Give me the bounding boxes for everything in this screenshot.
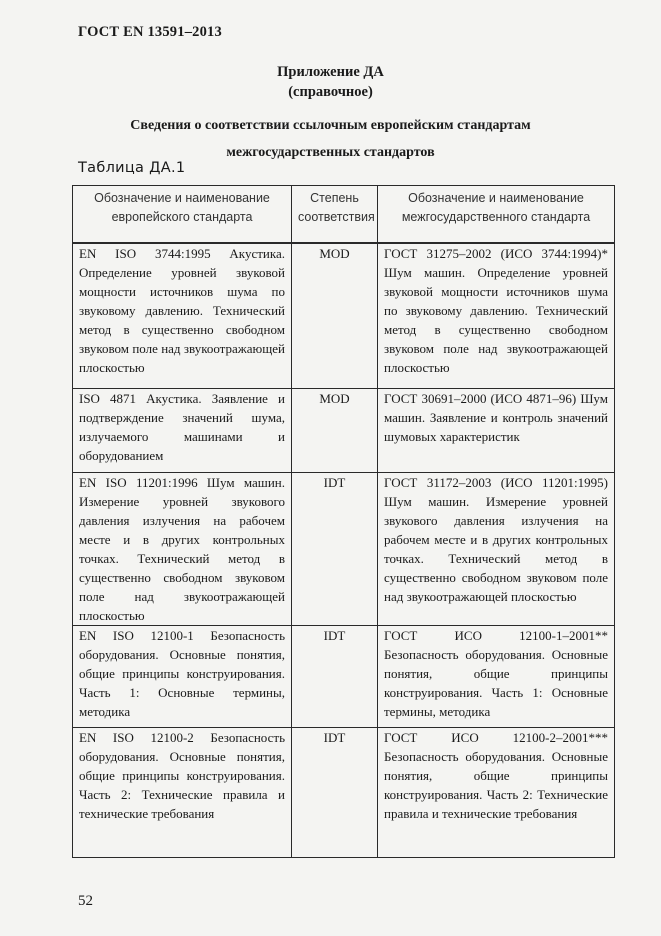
table-label: Таблица ДА.1 — [78, 160, 186, 176]
column-header-interstate: Обозначение и наименование межгосударственного стандарта — [378, 186, 615, 243]
degree-cell: IDT — [292, 473, 378, 626]
document-code-header: ГОСТ EN 13591–2013 — [78, 24, 222, 40]
table-row — [73, 728, 615, 858]
annex-subtitle: (справочное) — [288, 84, 373, 100]
european-standard-cell: EN ISO 12100-2 Безопасность оборудования. Основные понятия, общие принципы конструирования. Часть 2: Технические правила и технические требования — [73, 728, 292, 858]
table-row — [73, 243, 615, 389]
table-row — [73, 626, 615, 728]
info-title-line-2: межгосударственных стандартов — [226, 145, 435, 160]
degree-cell: IDT — [292, 626, 378, 728]
correspondence-table — [72, 185, 615, 858]
interstate-standard-cell: ГОСТ ИСО 12100-1–2001** Безопасность оборудования. Основные понятия, общие принципы конструирования. Часть 1: Основные термины, методика — [378, 626, 615, 728]
european-standard-cell: ISO 4871 Акустика. Заявление и подтверждение значений шума, излучаемого машинами и оборудованием — [73, 389, 292, 473]
column-header-degree: Степень соответствия — [292, 186, 378, 243]
interstate-standard-cell: ГОСТ 31275–2002 (ИСО 3744:1994)* Шум машин. Определение уровней звуковой мощности источников шума по звуковому давлению. Технический метод в существенно свободном звуковом поле над звукоотражающей плоскостью — [378, 243, 615, 389]
info-title-line-1: Сведения о соответствии ссылочным европейским стандартам — [130, 118, 531, 133]
degree-cell: MOD — [292, 243, 378, 389]
degree-cell: MOD — [292, 389, 378, 473]
interstate-standard-cell: ГОСТ 30691–2000 (ИСО 4871–96) Шум машин. Заявление и контроль значений шумовых характеристик — [378, 389, 615, 473]
annex-title: Приложение ДА — [277, 64, 384, 80]
column-header-european: Обозначение и наименование европейского стандарта — [73, 186, 292, 243]
table-row — [73, 473, 615, 626]
european-standard-cell: EN ISO 3744:1995 Акустика. Определение уровней звуковой мощности источников шума по звуковому давлению. Технический метод в существенно свободном звуковом поле над звукоотражающей плоскостью — [73, 243, 292, 389]
table-row — [73, 389, 615, 473]
european-standard-cell: EN ISO 11201:1996 Шум машин. Измерение уровней звукового давления излучения на рабочем месте и в других контрольных точках. Технический метод в существенно свободном звуковом поле над звукоотражающей плоскостью — [73, 473, 292, 626]
table-header-row — [73, 186, 615, 243]
interstate-standard-cell: ГОСТ 31172–2003 (ИСО 11201:1995) Шум машин. Измерение уровней звукового давления излучения на рабочем месте и в других контрольных точках. Технический метод в существенно свободном звуковом поле над звукоотражающей плоскостью — [378, 473, 615, 626]
interstate-standard-cell: ГОСТ ИСО 12100-2–2001*** Безопасность оборудования. Основные понятия, общие принципы конструирования. Часть 2: Технические правила и технические требования — [378, 728, 615, 858]
degree-cell: IDT — [292, 728, 378, 858]
page-number: 52 — [78, 893, 93, 909]
european-standard-cell: EN ISO 12100-1 Безопасность оборудования. Основные понятия, общие принципы конструирования. Часть 1: Основные термины, методика — [73, 626, 292, 728]
